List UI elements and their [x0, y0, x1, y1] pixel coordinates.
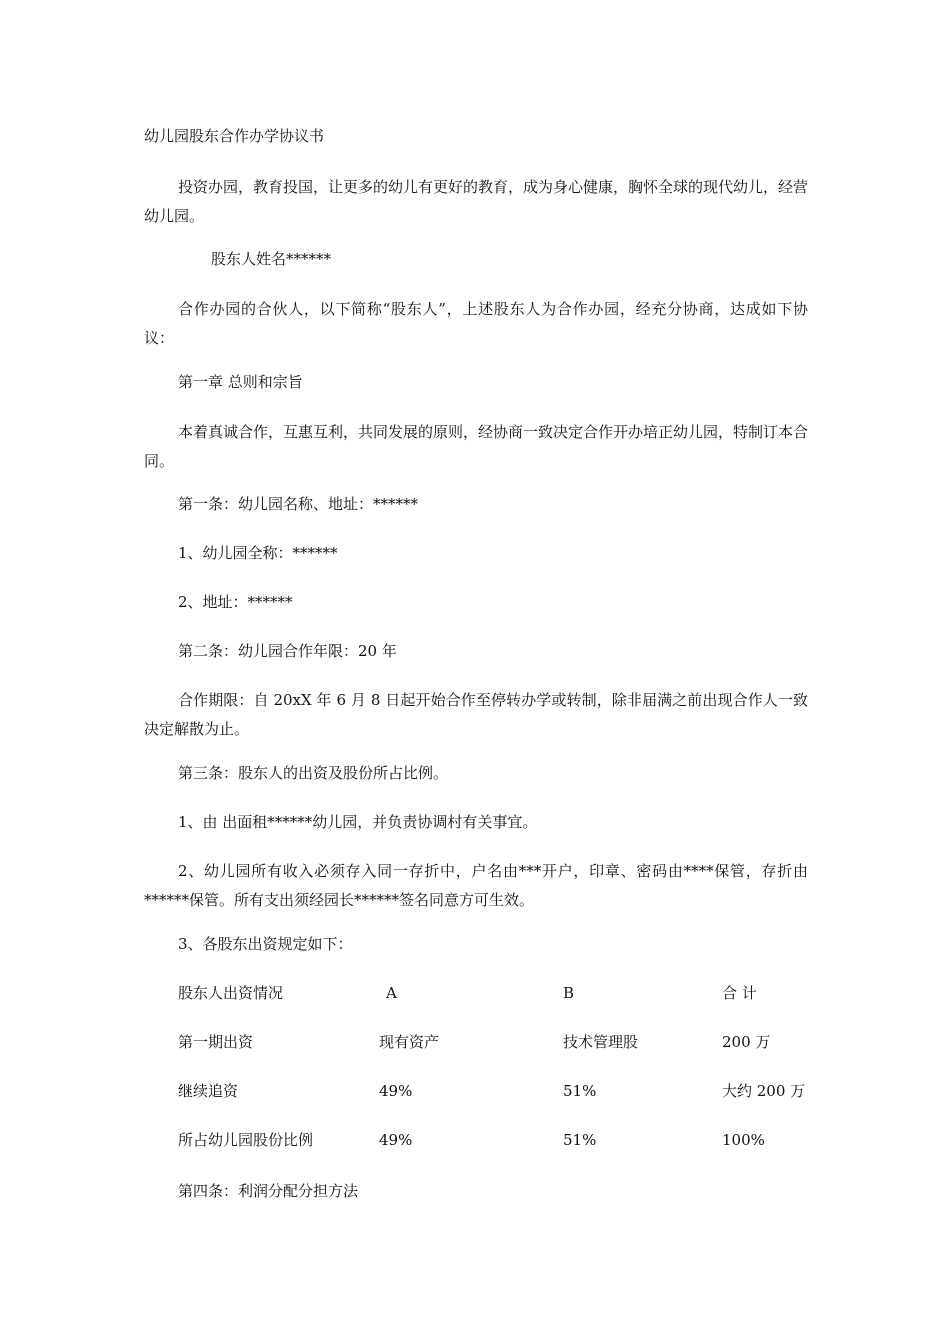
table-cell: 技术管理股 — [563, 1033, 639, 1051]
intro-paragraph: 投资办园，教育投国，让更多的幼儿有更好的教育，成为身心健康，胸怀全球的现代幼儿，经营幼儿园。 — [144, 178, 809, 225]
article3-item1: 1、由 出面租******幼儿园，并负责协调村有关事宜。 — [178, 813, 538, 831]
table-cell: 51% — [563, 1082, 597, 1100]
table-header-cell: 股东人出资情况 — [178, 984, 284, 1002]
chapter1-body: 本着真诚合作，互惠互利，共同发展的原则，经协商一致决定合作开办培正幼儿园，特制订本合同。 — [144, 423, 809, 470]
table-cell: 大约 200 万 — [722, 1082, 806, 1100]
table-cell: 100% — [722, 1131, 765, 1149]
table-cell: 继续追资 — [178, 1082, 239, 1100]
table-cell: 第一期出资 — [178, 1033, 254, 1051]
shareholder-name-line: 股东人姓名****** — [211, 250, 332, 268]
table-header-cell: B — [563, 984, 575, 1002]
preamble-paragraph: 合作办园的合伙人，以下简称“股东人”，上述股东人为合作办园，经充分协商，达成如下协议： — [144, 300, 808, 347]
table-cell: 51% — [563, 1131, 597, 1149]
table-cell: 49% — [379, 1082, 413, 1100]
table-cell: 200 万 — [722, 1033, 771, 1051]
chapter1-heading: 第一章 总则和宗旨 — [178, 373, 303, 391]
table-cell: 49% — [379, 1131, 413, 1149]
article1-item1: 1、幼儿园全称：****** — [178, 544, 338, 562]
table-cell: 所占幼儿园股份比例 — [178, 1131, 314, 1149]
article2-body: 合作期限：自 20xX 年 6 月 8 日起开始合作至停转办学或转制，除非届满之前出现合作人一致决定解散为止。 — [144, 691, 808, 738]
article1-heading: 第一条：幼儿园名称、地址：****** — [178, 495, 419, 513]
table-cell: 现有资产 — [379, 1033, 440, 1051]
table-header-cell: A — [386, 984, 397, 1002]
article4-heading: 第四条：利润分配分担方法 — [178, 1182, 359, 1200]
article2-heading: 第二条：幼儿园合作年限：20 年 — [178, 642, 397, 660]
table-header-cell: 合 计 — [722, 984, 757, 1002]
document-title: 幼儿园股东合作办学协议书 — [144, 127, 325, 145]
article3-item2: 2、幼儿园所有收入必须存入同一存折中，户名由***开户，印章、密码由****保管，存折由******保管。所有支出须经园长******签名同意方可生效。 — [144, 862, 808, 909]
article3-item3: 3、各股东出资规定如下： — [178, 935, 353, 953]
article3-heading: 第三条：股东人的出资及股份所占比例。 — [178, 764, 449, 782]
article1-item2: 2、地址：****** — [178, 593, 293, 611]
